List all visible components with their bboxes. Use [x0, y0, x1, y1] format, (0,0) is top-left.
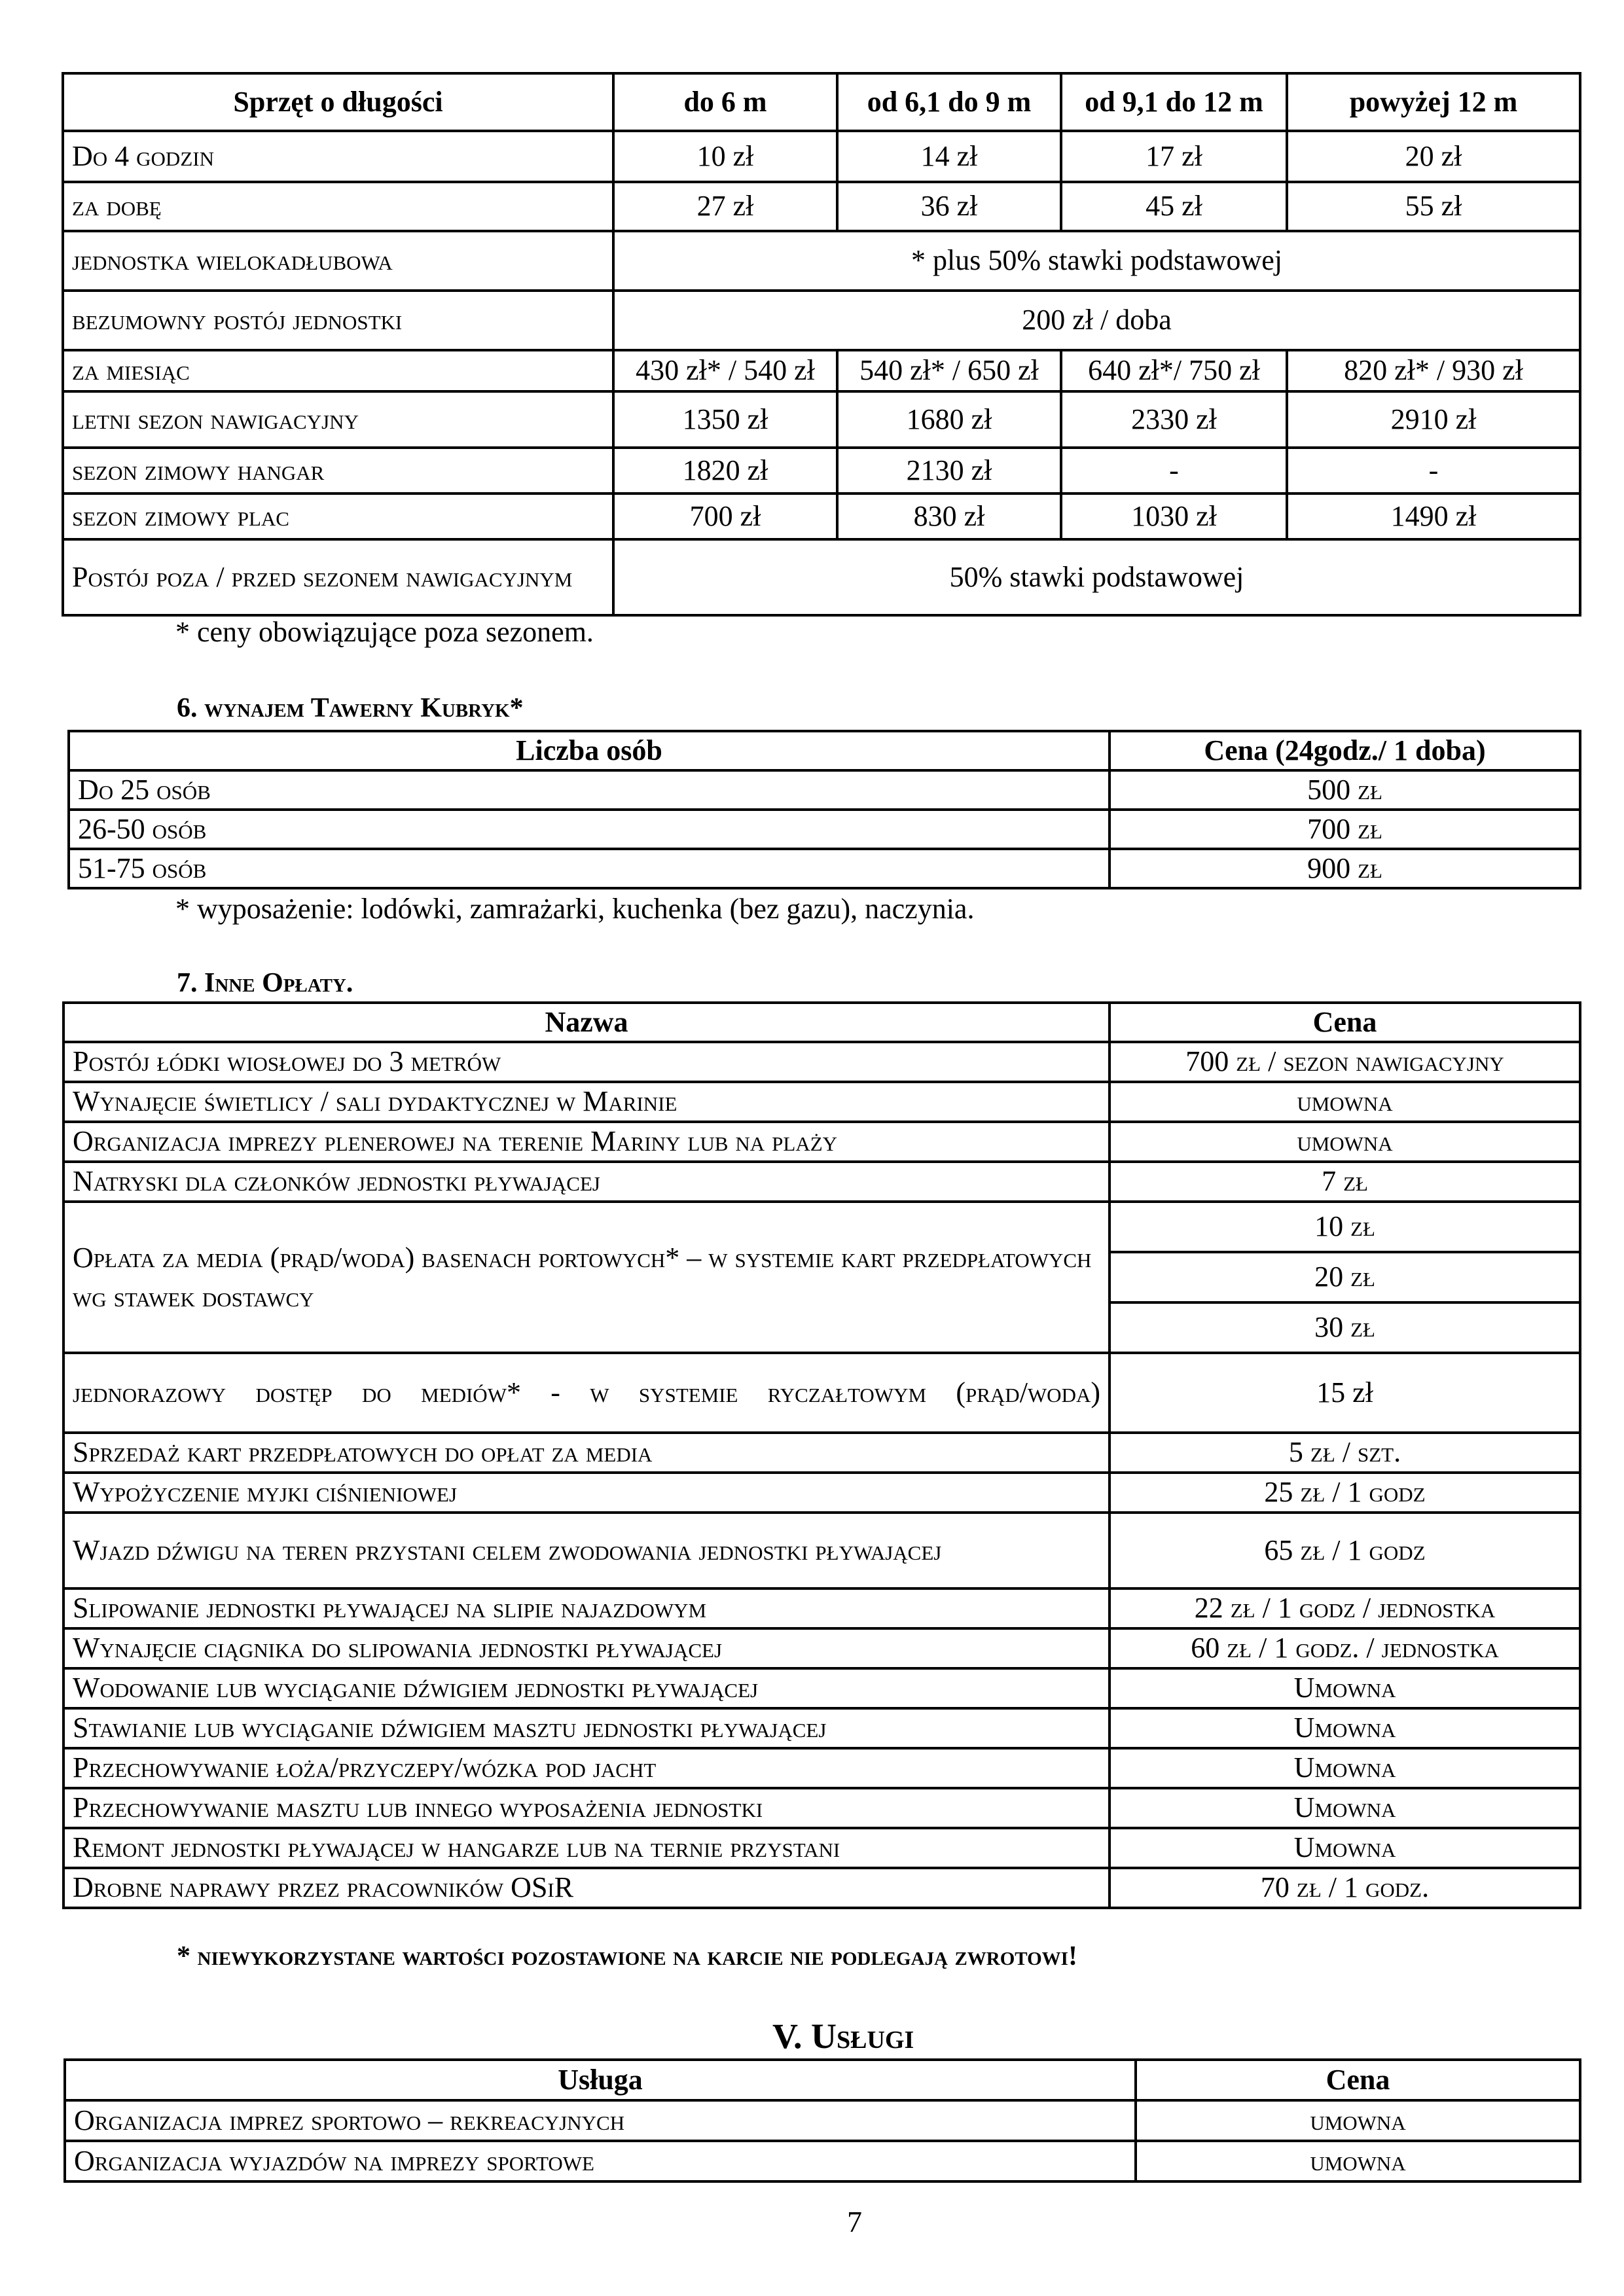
price-cell: 27 zł [613, 182, 837, 231]
row-label: letni sezon nawigacyjny [63, 391, 613, 448]
fee-name: Wypożyczenie myjki ciśnieniowej [63, 1473, 1110, 1513]
price-cell: 2330 zł [1061, 391, 1287, 448]
price-cell: 1030 zł [1061, 493, 1287, 539]
tavern-row-price: 900 zł [1110, 849, 1580, 888]
price-cell: 700 zł [613, 493, 837, 539]
header-6-to-9m: od 6,1 do 9 m [837, 73, 1061, 131]
price-cell: 10 zł [613, 131, 837, 182]
fee-name: Przechowywanie łoża/przyczepy/wózka pod jacht [63, 1748, 1110, 1788]
row-label: za miesiąc [63, 350, 613, 391]
service-price: umowna [1136, 2141, 1580, 2181]
tavern-rental-table [67, 730, 1581, 889]
price-cell: - [1061, 448, 1287, 493]
fee-name: Postój łódki wiosłowej do 3 metrów [63, 1042, 1110, 1082]
fee-name: Wodowanie lub wyciąganie dźwigiem jednostki pływającej [63, 1668, 1110, 1708]
service-name: Organizacja imprez sportowo – rekreacyjnych [65, 2100, 1136, 2141]
price-cell: 540 zł* / 650 zł [837, 350, 1061, 391]
fee-price: 700 zł / sezon nawigacyjny [1110, 1042, 1580, 1082]
page-number: 7 [847, 2205, 862, 2238]
media-fee-price: 10 zł [1110, 1202, 1580, 1252]
price-cell: 430 zł* / 540 zł [613, 350, 837, 391]
row-label: sezon zimowy hangar [63, 448, 613, 493]
tavern-row-price: 500 zł [1110, 770, 1580, 810]
fee-price: Umowna [1110, 1668, 1580, 1708]
price-cell: 1820 zł [613, 448, 837, 493]
fee-price: Umowna [1110, 1708, 1580, 1748]
price-cell: 1350 zł [613, 391, 837, 448]
row-label: bezumowny postój jednostki [63, 291, 613, 350]
fee-price: 5 zł / szt. [1110, 1433, 1580, 1473]
tavern-row-label: 51-75 osób [69, 849, 1110, 888]
prepaid-card-footnote: * niewykorzystane wartości pozostawione na karcie nie podlegają zwrotowi! [177, 1941, 1077, 1971]
price-cell: 36 zł [837, 182, 1061, 231]
fee-name: Slipowanie jednostki pływającej na slipie najazdowym [63, 1588, 1110, 1628]
fee-price: 65 zł / 1 godz [1110, 1513, 1580, 1588]
fee-price: 70 zł / 1 godz. [1110, 1868, 1580, 1908]
services-table [63, 2058, 1581, 2183]
price-cell: 14 zł [837, 131, 1061, 182]
fee-name: Stawianie lub wyciąganie dźwigiem masztu jednostki pływającej [63, 1708, 1110, 1748]
fee-price: Umowna [1110, 1828, 1580, 1868]
header-equipment-length: Sprzęt o długości [63, 73, 613, 131]
merged-price-cell: 50% stawki podstawowej [613, 539, 1580, 615]
row-label: Postój poza / przed sezonem nawigacyjnym [63, 539, 613, 615]
price-cell: 2910 zł [1287, 391, 1580, 448]
price-cell: 830 zł [837, 493, 1061, 539]
fee-price: Umowna [1110, 1748, 1580, 1788]
fee-name: Przechowywanie masztu lub innego wyposażenia jednostki [63, 1788, 1110, 1828]
fee-name: Wjazd dźwigu na teren przystani celem zwodowania jednostki pływającej [63, 1513, 1110, 1588]
tavern-row-label: Do 25 osób [69, 770, 1110, 810]
fee-price: 15 zł [1110, 1353, 1580, 1433]
service-name: Organizacja wyjazdów na imprezy sportowe [65, 2141, 1136, 2181]
price-cell: 17 zł [1061, 131, 1287, 182]
fee-name: Sprzedaż kart przedpłatowych do opłat za media [63, 1433, 1110, 1473]
fee-price: 22 zł / 1 godz / jednostka [1110, 1588, 1580, 1628]
row-label: Do 4 godzin [63, 131, 613, 182]
price-cell: 820 zł* / 930 zł [1287, 350, 1580, 391]
fee-name: Wynajęcie świetlicy / sali dydaktycznej w Marinie [63, 1082, 1110, 1122]
merged-price-cell: 200 zł / doba [613, 291, 1580, 350]
merged-price-cell: * plus 50% stawki podstawowej [613, 231, 1580, 291]
fee-price: 7 zł [1110, 1162, 1580, 1202]
fee-name: Remont jednostki pływającej w hangarze lub na ternie przystani [63, 1828, 1110, 1868]
table1-note: * ceny obowiązujące poza sezonem. [175, 616, 594, 648]
media-fee-price: 20 zł [1110, 1252, 1580, 1302]
services-heading: V. Usługi [772, 2017, 914, 2056]
section6-heading: 6. wynajem Tawerny Kubryk* [177, 693, 524, 723]
fee-name: Drobne naprawy przez pracowników OSiR [63, 1868, 1110, 1908]
price-cell: 640 zł*/ 750 zł [1061, 350, 1287, 391]
fee-name: jednorazowy dostęp do mediów* - w systemie ryczałtowym (prąd/woda) [63, 1353, 1110, 1433]
media-fee-price: 30 zł [1110, 1302, 1580, 1353]
price-cell: 1490 zł [1287, 493, 1580, 539]
price-cell: 55 zł [1287, 182, 1580, 231]
service-price: umowna [1136, 2100, 1580, 2141]
header-service: Usługa [65, 2060, 1136, 2100]
section7-heading: 7. Inne Opłaty. [177, 968, 353, 998]
header-up-to-6m: do 6 m [613, 73, 837, 131]
fee-name: Natryski dla członków jednostki pływającej [63, 1162, 1110, 1202]
fee-price: Umowna [1110, 1788, 1580, 1828]
header-price: Cena [1110, 1003, 1580, 1042]
fee-name: Organizacja imprezy plenerowej na terenie Mariny lub na plaży [63, 1122, 1110, 1162]
fee-price: 25 zł / 1 godz [1110, 1473, 1580, 1513]
price-cell: - [1287, 448, 1580, 493]
price-cell: 45 zł [1061, 182, 1287, 231]
header-name: Nazwa [63, 1003, 1110, 1042]
fee-price: umowna [1110, 1122, 1580, 1162]
header-price-per-day: Cena (24godz./ 1 doba) [1110, 731, 1580, 770]
row-label: za dobę [63, 182, 613, 231]
tavern-row-price: 700 zł [1110, 810, 1580, 849]
header-over-12m: powyżej 12 m [1287, 73, 1580, 131]
price-cell: 20 zł [1287, 131, 1580, 182]
row-label: jednostka wielokadłubowa [63, 231, 613, 291]
media-fee-name: Opłata za media (prąd/woda) basenach portowych* – w systemie kart przedpłatowych wg stawek dostawcy [63, 1202, 1110, 1353]
fee-price: 60 zł / 1 godz. / jednostka [1110, 1628, 1580, 1668]
header-service-price: Cena [1136, 2060, 1580, 2100]
equipment-length-price-table [62, 72, 1581, 617]
fee-name: Wynajęcie ciągnika do slipowania jednostki pływającej [63, 1628, 1110, 1668]
header-number-of-people: Liczba osób [69, 731, 1110, 770]
price-cell: 2130 zł [837, 448, 1061, 493]
other-fees-table [62, 1001, 1581, 1909]
row-label: sezon zimowy plac [63, 493, 613, 539]
header-9-to-12m: od 9,1 do 12 m [1061, 73, 1287, 131]
price-cell: 1680 zł [837, 391, 1061, 448]
section6-note: * wyposażenie: lodówki, zamrażarki, kuchenka (bez gazu), naczynia. [175, 893, 975, 925]
tavern-row-label: 26-50 osób [69, 810, 1110, 849]
fee-price: umowna [1110, 1082, 1580, 1122]
